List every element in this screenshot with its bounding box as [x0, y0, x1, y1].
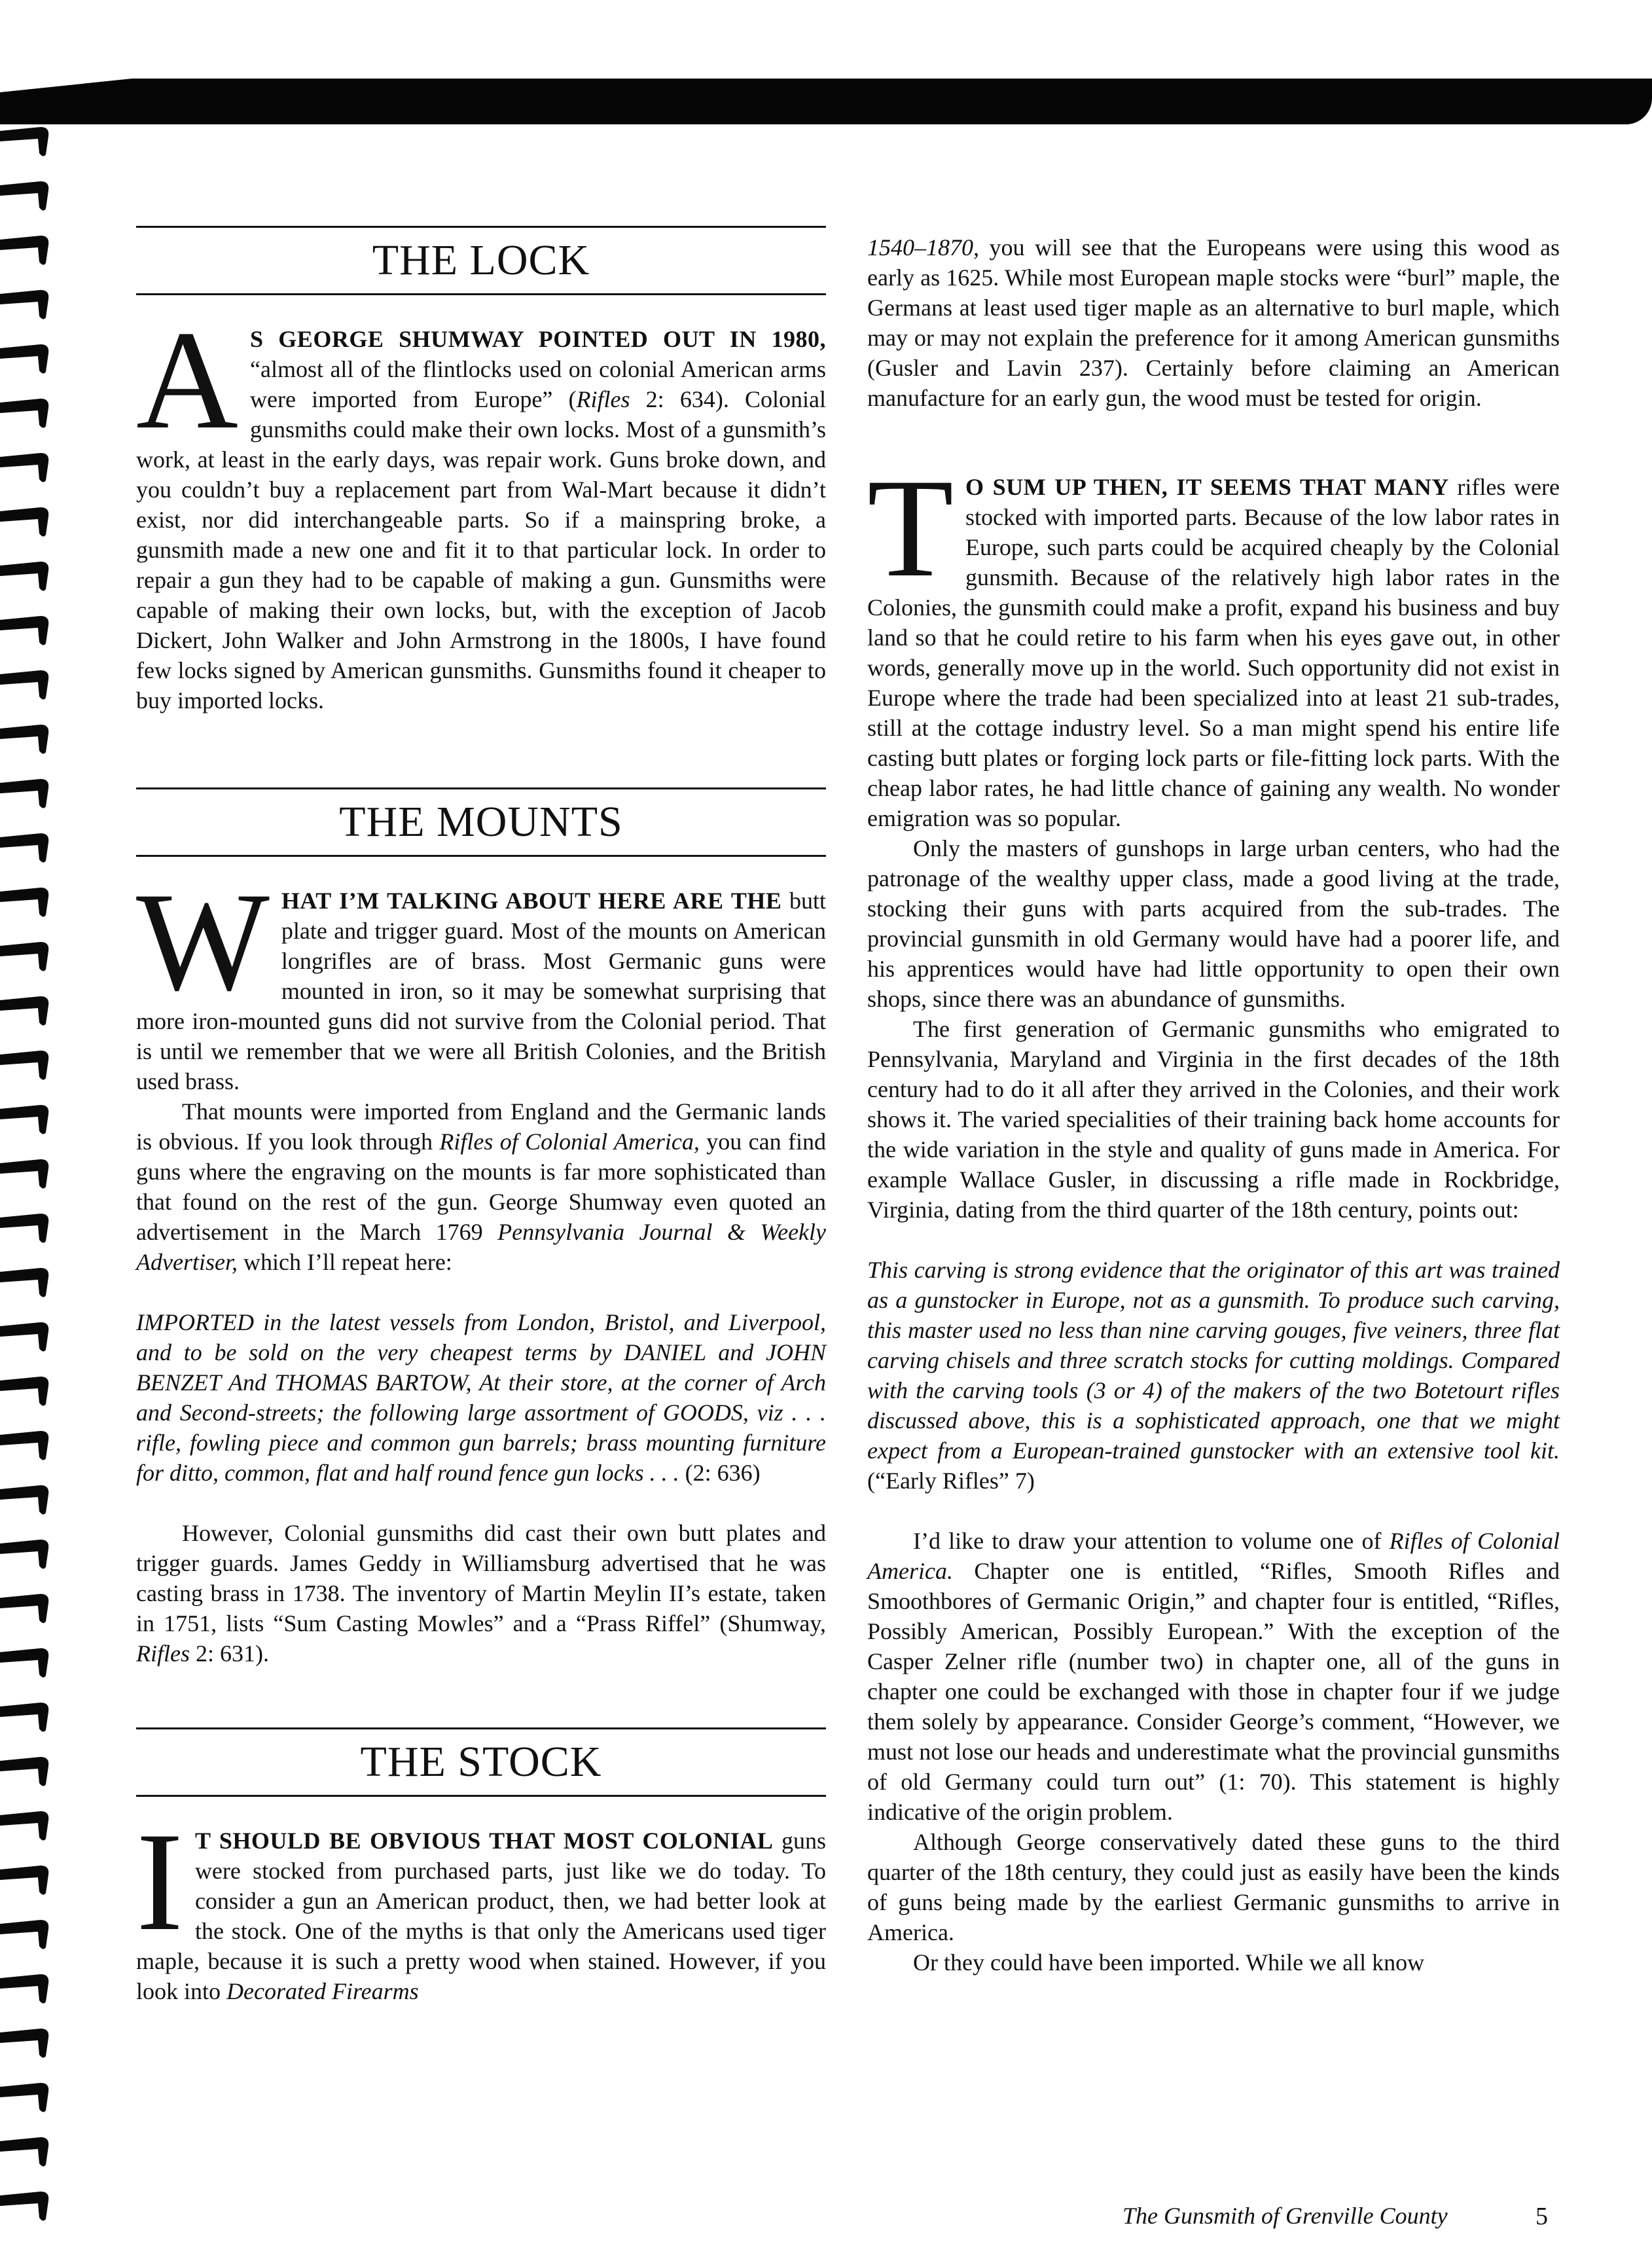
paragraph: I’d like to draw your attention to volume one of Rifles of Colonial America. Chapter one is entitled, “Rifles, Smooth Rifles and Smoothbores of Germanic Origin,” and chapter four is entitled, “Rifles, Possibly American, Possibly European.” With the exception of the Casper Zelner rifle (number two) in chapter one, all of the guns in chapter one could be exchanged with those in chapter four if we judge them solely by appearance. Consider George’s comment, “However, we must not lose our heads and underestimate what the provincial gunsmiths of old Germany could turn out” (1: 70). This statement is highly indicative of the origin problem. [867, 1528, 1560, 1825]
binding-coil [0, 2026, 54, 2060]
section-rule-bottom [136, 855, 826, 857]
section-rule-bottom [136, 293, 826, 295]
lead-in: HAT I’M TALKING ABOUT HERE ARE THE [281, 888, 782, 914]
lead-in: O SUM UP THEN, IT SEEMS THAT MANY [965, 474, 1449, 500]
paragraph: Only the masters of gunshops in large urban centers, who had the patronage of the wealthy upper class, made a good living at the trade, stocking their guns with parts acquired from the sub-trades. The provincial gunsmith in old Germany would have had a poorer life, and his apprentices would have had little opportunity to open their own shops, since there was an abundance of gunsmiths. [867, 835, 1560, 1012]
binding-coil [0, 287, 54, 321]
binding-coil [0, 1863, 54, 1897]
paragraph: Or they could have been imported. While we all know [913, 1949, 1425, 1976]
right-column [867, 232, 1560, 1977]
binding-coil [0, 505, 54, 539]
binding-coil [0, 1374, 54, 1408]
paragraph-lock: A S GEORGE SHUMWAY POINTED OUT IN 1980, “almost all of the flintlocks used on colonial American arms were imported from Europe” (Rifles 2: 634). Colonial gunsmiths could make their own locks. Most of a gunsmith’s work, at least in the early days, was repair work. Guns broke down, and you couldn’t buy a replacement part from Wal-Mart because it didn’t exist, nor did interchangeable parts. So if a mainspring broke, a gunsmith made a new one and fit it to that particular lock. In order to repair a gun they had to be capable of making a gun. Gunsmiths were capable of making their own locks, but, with the exception of Jacob Dickert, John Walker and John Armstrong in the 1800s, I have found few locks signed by American gunsmiths. Gunsmiths found it cheaper to buy imported locks. [136, 302, 826, 713]
paragraph-stock-continued: 1540–1870, you will see that the Europeans were using this wood as early as 1625. While most European maple stocks were “burl” maple, the Germans at least used tiger maple as an alternative to burl maple, which may or may not explain the preference for it among American gunsmiths (Gusler and Lavin 237). Certainly before claiming an American manufacture for an early gun, the wood must be tested for origin. [867, 234, 1560, 411]
block-quote: IMPORTED in the latest vessels from London, Bristol, and Liverpool, and to be sold on the very cheapest terms by DANIEL and JOHN BENZET And THOMAS BARTOW, At their store, at the corner of Arch and Second-streets; the following large assortment of GOODS, viz . . . rifle, fowling piece and common gun barrels; brass mounting furniture for ditto, common, flat and half round fence gun locks . . . (2: 636) [136, 1309, 826, 1486]
page-number: 5 [1535, 2203, 1548, 2230]
binding-coil [0, 885, 54, 919]
binding-coil [0, 1754, 54, 1788]
binding-coil [0, 450, 54, 484]
lead-in: S GEORGE SHUMWAY POINTED OUT IN 1980, [250, 326, 826, 352]
binding-coil [0, 559, 54, 593]
dropcap: T [867, 450, 954, 606]
binding-coil [0, 1646, 54, 1680]
paragraph: However, Colonial gunsmiths did cast their own butt plates and trigger guards. James Geddy in Williamsburg advertised that he was casting brass in 1738. The inventory of Martin Meylin II’s estate, taken in 1751, lists “Sum Casting Mowles” and a “Prass Riffel” (Shumway, Rifles 2: 631). [136, 1520, 826, 1667]
dropcap: A [136, 302, 238, 458]
dropcap: W [136, 863, 270, 1020]
paragraph: Although George conservatively dated these guns to the third quarter of the 18th century, they could just as easily have been the kinds of guns being made by the earliest Germanic gunsmiths to arrive in America. [867, 1829, 1560, 1945]
top-edge-shadow [0, 79, 1652, 124]
binding-coil [0, 776, 54, 810]
binding-coil [0, 1700, 54, 1734]
section-rule-bottom [136, 1795, 826, 1797]
binding-coil [0, 1483, 54, 1517]
block-quote: This carving is strong evidence that the originator of this art was trained as a gunstocker in Europe, not as a gunsmith. To produce such carving, this master used no less than nine carving gouges, five veiners, three flat carving chisels and three scratch stocks for cutting moldings. Compared with the carving tools (3 or 4) of the makers of the two Botetourt rifles discussed above, this is a sophisticated approach, one that we might expect from a European-trained gunstocker with an extensive tool kit. (“Early Rifles” 7) [867, 1257, 1560, 1494]
binding-coil [0, 233, 54, 267]
left-column [136, 226, 826, 2006]
section-title-mounts: THE MOUNTS [339, 798, 623, 846]
binding-coil [0, 1320, 54, 1354]
binding-coil [0, 1917, 54, 1951]
binding-coil [0, 1048, 54, 1082]
binding-coil [0, 1537, 54, 1571]
binding-coil [0, 396, 54, 430]
running-footer: The Gunsmith of Grenville County [1122, 2203, 1448, 2229]
dropcap: I [136, 1803, 183, 1960]
binding-coil [0, 342, 54, 376]
binding-coil [0, 831, 54, 865]
binding-coil [0, 2189, 54, 2223]
binding-coil [0, 613, 54, 647]
binding-coil [0, 1265, 54, 1299]
binding-coil [0, 1591, 54, 1625]
section-title-lock: THE LOCK [372, 236, 590, 284]
paragraph: That mounts were imported from England and the Germanic lands is obvious. If you look through Rifles of Colonial America, you can find guns where the engraving on the mounts is far more sophisticated than that found on the rest of the gun. George Shumway even quoted an advertisement in the March 1769 Pennsylvania Journal & Weekly Advertiser, which I’ll repeat here: [136, 1098, 827, 1275]
binding-coil [0, 124, 54, 158]
binding-coil [0, 939, 54, 973]
spiral-binding [0, 124, 59, 2252]
section-title-stock: THE STOCK [360, 1738, 602, 1786]
binding-coil [0, 1211, 54, 1245]
binding-coil [0, 1972, 54, 2006]
lead-in: T SHOULD BE OBVIOUS THAT MOST COLONIAL [194, 1828, 774, 1854]
binding-coil [0, 179, 54, 213]
binding-coil [0, 2080, 54, 2114]
paragraph-summary: T O SUM UP THEN, IT SEEMS THAT MANY rifles were stocked with imported parts. Because of the low labor rates in Europe, such parts could be acquired cheaply by the Colonial gunsmith. Because of the relatively high labor rates in the Colonies, the gunsmith could make a profit, expand his business and buy land so that he could retire to his farm when his eyes gave out, in other words, generally move up in the world. Such opportunity did not exist in Europe where the trade had been specialized into at least 21 sub-trades, still at the cottage industry level. So a man might spend his entire life casting butt plates or forging lock parts or file-fitting lock parts. With the cheap labor rates, he had little chance of gaining any wealth. No wonder emigration was so popular. [867, 450, 1560, 831]
binding-coil [0, 1428, 54, 1462]
binding-coil [0, 1809, 54, 1843]
binding-coil [0, 2135, 54, 2169]
binding-coil [0, 668, 54, 702]
paragraph-stock: I T SHOULD BE OBVIOUS THAT MOST COLONIAL guns were stocked from purchased parts, just like we do today. To consider a gun an American product, then, we had better look at the stock. One of the myths is that only the Americans used tiger maple, because it is such a pretty wood when stained. However, if you look into Decorated Firearms [136, 1803, 827, 2004]
binding-coil [0, 722, 54, 756]
paragraph-mounts: WHAT I’M TALKING ABOUT HERE ARE THE butt plate and trigger guard. Most of the mounts on American longrifles are of brass. Most Germanic guns were mounted in iron, so it may be somewhat surprising that more iron-mounted guns did not survive from the Colonial period. That is until we remember that we were all British Colonies, and the British used brass. [136, 863, 826, 1094]
binding-coil [0, 1102, 54, 1136]
paragraph: The first generation of Germanic gunsmiths who emigrated to Pennsylvania, Maryland and Virginia in the first decades of the 18th century had to do it all after they arrived in the Colonies, and their work shows it. The varied specialities of their training back home accounts for the wide variation in the style and quality of guns made in America. For example Wallace Gusler, in discussing a rifle made in Rockbridge, Virginia, dating from the third quarter of the 18th century, points out: [867, 1016, 1560, 1223]
binding-coil [0, 1157, 54, 1191]
binding-coil [0, 994, 54, 1028]
